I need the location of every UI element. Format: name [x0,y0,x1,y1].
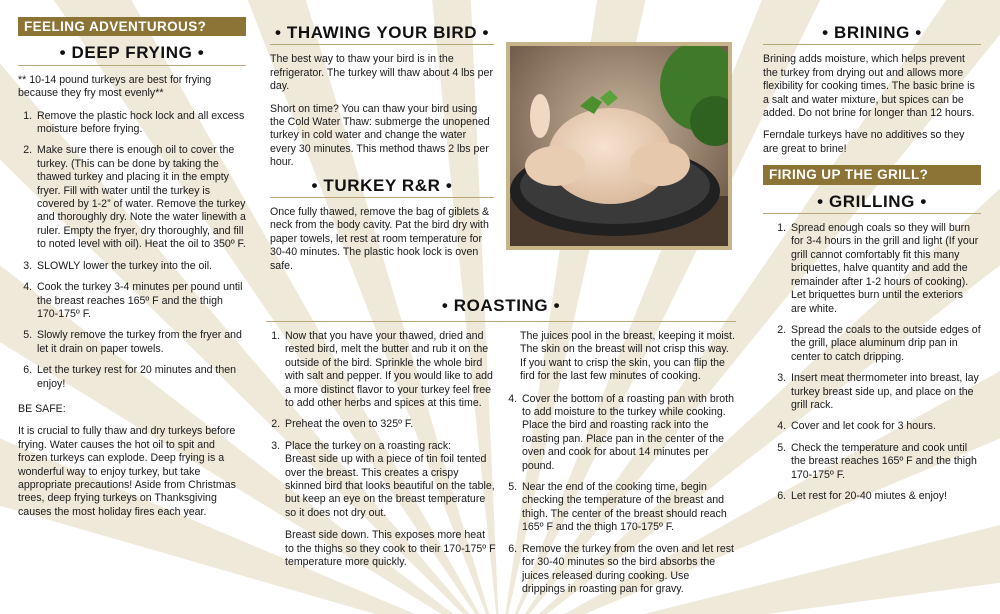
adventure-banner: FEELING ADVENTUROUS? [18,17,246,36]
brining-grilling-column [763,23,981,511]
be-safe-title: BE SAFE: [18,402,66,415]
roasting-left-column [266,330,496,579]
grilling-steps-list [763,222,981,503]
turkey-rr-heading: • TURKEY R&R • [270,179,494,198]
grilling-step: 2. Spread the coals to the outside edges of the grill, place aluminum drip pan in center to catch dripping. [789,324,981,364]
frying-step: 2. Make sure there is enough oil to cover the turkey. (This can be done by taking the thawed turkey and placing it in the empty fryer. Fill with water until the turkey is covered by 1-2” of water. Remove the turkey and thoroughly dry. Note the water linewith a ruler. Empty the fryer, dry thoroughly, and fill to noted level with oil). Heat the oil to 350º F. [35,144,246,251]
roasting-step: 6. Remove the turkey from the oven and let rest for 30-40 minutes so the bird absorbs the juices released during cooking. Use drippings in roasting pan for gravy. [520,543,735,597]
brining-heading: • BRINING • [763,26,981,45]
deep-frying-heading: • DEEP FRYING • [18,46,246,65]
frying-step: 6. Let the turkey rest for 20 minutes and then enjoy! [35,364,246,391]
roasting-step: 5. Near the end of the cooking time, begin checking the temperature of the breast and thigh. The center of the breast should reach 165º F and the thigh 170-175º F. [520,481,735,535]
roasting-step-text: Place the turkey on a roasting rack: [285,439,452,452]
roasting-step: 2. Preheat the oven to 325º F. [283,418,496,431]
brining-paragraph-1: Brining adds moisture, which helps prevent the turkey from drying out and allows more flexibility for cooking times. The basic brine is a salt and water mixture, but spices can be added. Do not brine for longer than 12 hours. [763,53,975,120]
grilling-step: 1. Spread enough coals so they will burn for 3-4 hours in the grill and light (If your grill cannot comfortably fit this many briquettes, halve quantity and add the remainder after 1-2 hours of cooking). Let briquettes burn until the exteriors are white. [789,222,981,316]
roasting-steps-right [503,393,735,597]
frying-step: 1. Remove the plastic hock lock and all excess moisture before frying. [35,110,246,137]
breast-down-option: Breast side down. This exposes more heat to the thighs so they cook to their 170-175º F temperature more quickly. [285,529,496,569]
grilling-step: 6. Let rest for 20-40 miutes & enjoy! [789,490,981,503]
grilling-step: 3. Insert meat thermometer into breast, lay turkey breast side up, and place on the grill rack. [789,372,981,412]
frying-steps-list [18,110,246,391]
thawing-paragraph-1: The best way to thaw your bird is in the refrigerator. The turkey will thaw about 4 lbs per day. [270,53,493,93]
brining-paragraph-2: Ferndale turkeys have no additives so they are great to brine! [763,129,965,155]
roasting-continued: The juices pool in the breast, keeping it moist. The skin on the breast will not crisp this way. If you want to crisp the skin, you can flip the fird for the last few minutes of cooking. [520,330,735,383]
thawing-heading: • THAWING YOUR BIRD • [270,26,494,45]
roasting-right-column [503,330,735,604]
frying-step: 5. Slowly remove the turkey from the fryer and let it drain on paper towels. [35,329,246,356]
turkey-image-icon [510,46,728,246]
roast-turkey-photo [506,42,732,250]
frying-step: 3. SLOWLY lower the turkey into the oil. [35,260,246,273]
thawing-column [270,23,494,282]
grill-banner: FIRING UP THE GRILL? [763,165,981,184]
deep-frying-column [18,17,246,528]
grilling-step: 5. Check the temperature and cook until the breast reaches 165º F and the thigh 170-175º F. [789,442,981,482]
grilling-heading: • GRILLING • [763,195,981,214]
roasting-steps-left [266,330,496,570]
grilling-step: 4. Cover and let cook for 3 hours. [789,420,981,433]
roasting-step: 4. Cover the bottom of a roasting pan with broth to add moisture to the turkey while cooking. Place the bird and roasting rack into the roasting pan. Place pan in the center of the oven and cook for about 14 minutes per pound. [520,393,735,473]
turkey-rr-paragraph: Once fully thawed, remove the bag of giblets & neck from the body cavity. Pat the bird dry with paper towels, let rest at room temperature for 30-40 minutes. The plastic hook lock is oven safe. [270,206,490,272]
roasting-heading: • ROASTING • [266,296,736,322]
roasting-step: 1. Now that you have your thawed, dried and rested bird, melt the butter and rub it on the outside of the bird. Sprinkle the whole bird with salt and pepper. If you would like to add a more distinct flavor to your turkey feel free to add other herbs and spices at this time. [283,330,496,410]
frying-step: 4. Cook the turkey 3-4 minutes per pound until the breast reaches 165º F and the thigh 170-175º F. [35,281,246,321]
be-safe-text: It is crucial to fully thaw and dry turkeys before frying. Water causes the hot oil to spit and frozen turkeys can explode. Deep frying is a wonderful way to enjoy turkey, but take appropriate precautions! Aside from Christmas trees, deep frying turkeys on Thanksgiving causes the most holiday fires each year. [18,425,236,518]
frying-note: ** 10-14 pound turkeys are best for frying because they fry most evenly** [18,73,212,100]
thawing-paragraph-2: Short on time? You can thaw your bird using the Cold Water Thaw: submerge the unopened turkey in cold water and change the water every 30 minutes. This method thaws 2 lbs per hour. [270,102,490,169]
roasting-step [283,440,496,570]
breast-up-option: Breast side up with a piece of tin foil tented over the breast. This creates a crispy skinned bird that looks beautiful on the table, but keep an eye on the breast temperature so it does not dry out. [285,453,495,519]
